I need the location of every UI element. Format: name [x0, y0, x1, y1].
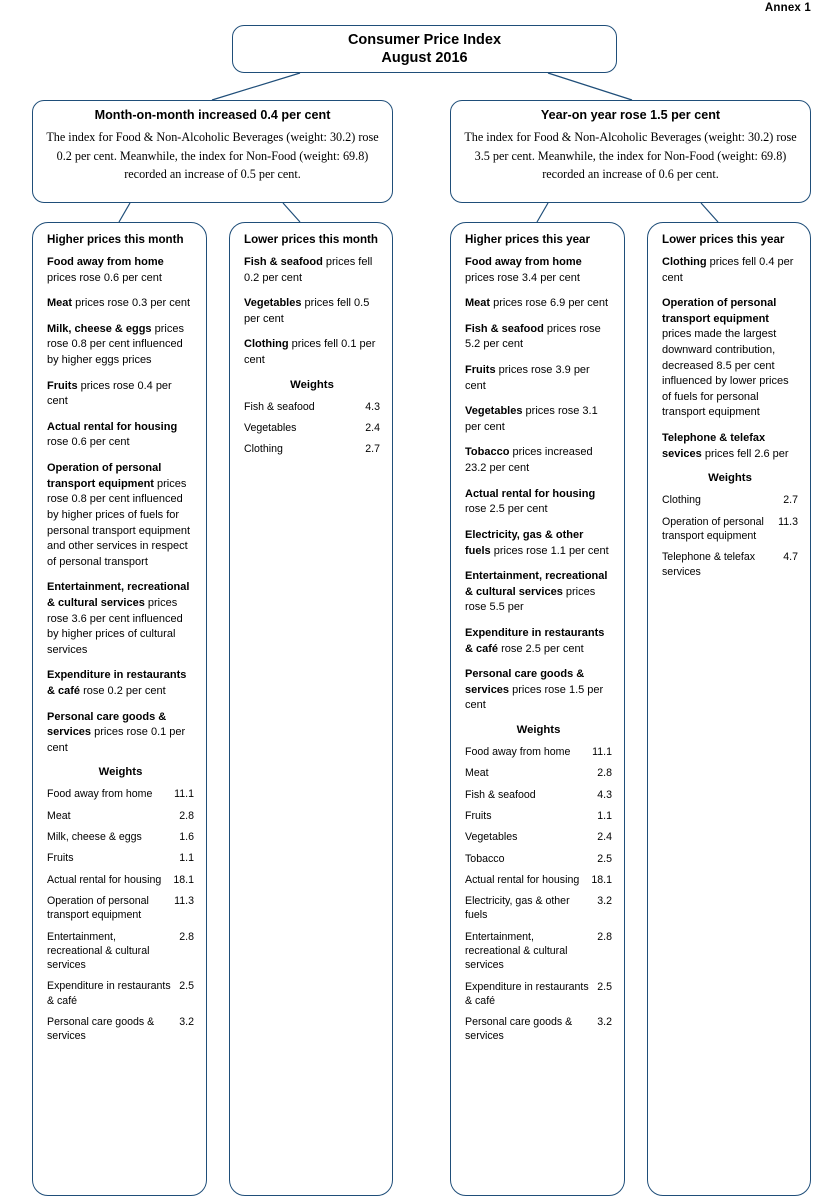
price-item [47, 379, 194, 410]
column-heading: Lower prices this month [244, 233, 378, 246]
weight-row [465, 894, 612, 923]
weight-value: 2.8 [179, 930, 194, 943]
weights-list [465, 745, 612, 1044]
weights-list [47, 787, 194, 1043]
weight-row [662, 515, 798, 544]
weight-label: Meat [47, 809, 71, 822]
column-lower-prices-this-month [229, 222, 393, 1196]
price-item [244, 255, 380, 286]
weight-value: 11.1 [174, 788, 194, 801]
weight-value: 2.7 [365, 443, 380, 456]
price-item-category: Entertainment, recreational & cultural services [465, 570, 608, 598]
price-item [465, 528, 612, 559]
price-item [662, 296, 798, 421]
weight-value: 2.7 [783, 494, 798, 507]
price-item-category: Food away from home [465, 256, 582, 268]
price-item-detail: prices increased 23.2 per cent [465, 446, 593, 475]
price-item [47, 710, 194, 757]
price-item-category: Actual rental for housing [465, 487, 596, 500]
price-item-category: Vegetables [244, 297, 302, 310]
weight-value: 18.1 [173, 873, 194, 886]
weight-label: Clothing [662, 494, 701, 507]
price-item [465, 445, 612, 476]
price-item-detail: prices fell 0.1 per cent [244, 338, 376, 367]
price-item-detail: prices rose 3.6 per cent influenced by higher prices of cultural services [47, 596, 183, 656]
price-item-detail: prices fell 2.6 per [701, 447, 789, 460]
column-items [244, 255, 380, 369]
price-item-category: Meat [47, 297, 73, 310]
price-item [465, 255, 612, 286]
weight-label: Fish & seafood [465, 788, 536, 801]
weight-label: Operation of personal transport equipment [662, 515, 764, 542]
page-title: Consumer Price Index [347, 31, 502, 48]
price-item-category: Operation of personal transport equipment [47, 462, 162, 490]
price-item-category: Telephone & telefax sevices [662, 432, 766, 460]
price-item-category: Milk, cheese & eggs [47, 322, 152, 335]
weight-label: Vegetables [465, 831, 518, 844]
price-item-detail: prices rose 3.1 per cent [465, 405, 598, 433]
weight-label: Vegetables [244, 421, 297, 434]
weight-row [465, 980, 612, 1009]
column-lower-prices-this-year [647, 222, 811, 1196]
price-item-detail: rose 2.5 per cent [498, 642, 584, 655]
weight-label: Personal care goods & services [465, 1016, 573, 1043]
price-item [47, 420, 194, 451]
weight-value: 3.2 [597, 1016, 612, 1029]
weight-row [465, 745, 612, 759]
price-item-detail: prices made the largest downward contribution, decreased 8.5 per cent influenced by lower prices of fuels for personal transport equipment [662, 328, 789, 419]
price-item [662, 255, 798, 286]
weight-value: 18.1 [591, 873, 612, 886]
weight-value: 2.4 [365, 421, 380, 434]
page-subtitle: August 2016 [381, 50, 468, 66]
weights-heading: Weights [516, 724, 561, 737]
price-item [47, 461, 194, 570]
price-item-category: Clothing [244, 338, 289, 351]
price-item-detail: rose 2.5 per cent [465, 503, 548, 516]
weight-row [47, 809, 194, 823]
weight-row [47, 873, 194, 887]
weight-label: Electricity, gas & other fuels [465, 895, 570, 922]
price-item-category: Food away from home [47, 256, 164, 268]
price-item-category: Operation of personal transport equipment [662, 297, 777, 325]
weight-label: Telephone & telefax services [662, 551, 756, 578]
weight-row [465, 788, 612, 802]
weight-row [47, 851, 194, 865]
price-item-category: Vegetables [465, 405, 523, 418]
weight-label: Entertainment, recreational & cultural services [47, 930, 150, 972]
weight-label: Actual rental for housing [465, 873, 580, 886]
weight-label: Entertainment, recreational & cultural services [465, 930, 568, 972]
branch-body: The index for Food & Non-Alcoholic Beverages (weight: 30.2) rose 0.2 per cent. Meanwhile, the index for Non-Food (weight: 69.8) recorded an increase of 0.5 per cent. [46, 130, 379, 182]
price-item-category: Actual rental for housing [47, 420, 178, 433]
column-heading: Lower prices this year [662, 233, 785, 246]
price-item [662, 431, 798, 462]
price-item [47, 668, 194, 699]
weight-row [465, 930, 612, 973]
weight-value: 2.5 [597, 852, 612, 865]
price-item [465, 296, 612, 312]
weight-value: 11.3 [778, 515, 798, 528]
price-item-category: Fruits [465, 364, 496, 377]
weight-label: Expenditure in restaurants & café [465, 980, 589, 1007]
weight-row [465, 852, 612, 866]
column-heading: Higher prices this month [47, 233, 184, 246]
weight-row [465, 1015, 612, 1044]
weight-value: 2.8 [597, 767, 612, 780]
column-items [662, 255, 798, 462]
price-item-detail: prices rose 0.8 per cent influenced by higher prices of fuels for personal transport equipment and other services in respect of personal transport [47, 477, 191, 568]
price-item [465, 569, 612, 616]
column-higher-prices-this-month [32, 222, 207, 1196]
column-heading: Higher prices this year [465, 233, 591, 246]
weight-label: Actual rental for housing [47, 873, 162, 886]
price-item-detail: rose 0.2 per cent [80, 685, 166, 698]
price-item [465, 363, 612, 394]
price-item [465, 667, 612, 714]
branch-year-on-year [450, 100, 811, 203]
weight-row [47, 979, 194, 1008]
weight-label: Expenditure in restaurants & café [47, 980, 171, 1007]
weights-list [662, 493, 798, 578]
price-item [244, 296, 380, 327]
price-item [465, 322, 612, 353]
price-item-detail: prices fell 0.5 per cent [244, 297, 370, 325]
weight-row [47, 1015, 194, 1044]
price-item [47, 322, 194, 369]
weight-value: 2.8 [597, 930, 612, 943]
column-higher-prices-this-year [450, 222, 625, 1196]
price-item-category: Fish & seafood [244, 256, 323, 268]
weight-label: Fruits [47, 852, 74, 865]
weight-label: Tobacco [465, 852, 505, 865]
branch-heading: Month-on-month increased 0.4 per cent [94, 108, 331, 122]
weight-label: Meat [465, 767, 489, 780]
price-item [47, 255, 194, 286]
weight-value: 2.5 [597, 980, 612, 993]
weight-row [47, 787, 194, 801]
price-item-detail: prices rose 0.1 per cent [47, 726, 186, 754]
price-item [465, 404, 612, 435]
price-item-detail: prices rose 5.5 per [465, 585, 596, 614]
weight-label: Food away from home [47, 788, 153, 801]
price-item-category: Personal care goods & services [47, 710, 167, 739]
price-item-detail: prices rose 1.5 per cent [465, 683, 604, 712]
price-item-detail: prices rose 1.1 per cent [490, 544, 609, 557]
price-item [465, 626, 612, 657]
weights-heading: Weights [98, 766, 143, 779]
price-item-category: Electricity, gas & other fuels [465, 528, 584, 557]
price-item-category: Tobacco [465, 446, 510, 459]
weight-row [47, 894, 194, 923]
weight-label: Food away from home [465, 746, 571, 759]
weight-value: 1.1 [179, 852, 194, 865]
price-item-detail: prices rose 6.9 per cent [490, 297, 609, 310]
weight-value: 4.7 [783, 551, 798, 564]
price-item-category: Fruits [47, 379, 78, 392]
weight-row [244, 442, 380, 456]
price-item-category: Expenditure in restaurants & café [465, 626, 605, 655]
price-item-detail: prices fell 0.4 per cent [662, 256, 794, 284]
weights-heading: Weights [708, 472, 752, 485]
report-title-box [232, 25, 617, 73]
weight-row [465, 766, 612, 780]
weight-row [465, 873, 612, 887]
weight-label: Fish & seafood [244, 400, 315, 413]
price-item-category: Meat [465, 297, 491, 310]
price-item-category: Personal care goods & services [465, 668, 585, 696]
weight-row [662, 493, 798, 507]
weight-row [465, 809, 612, 823]
weight-label: Clothing [244, 443, 283, 456]
price-item-detail: prices rose 0.6 per cent [47, 271, 162, 284]
weights-list [244, 400, 380, 457]
price-item-detail: prices rose 0.3 per cent [72, 297, 191, 310]
price-item-detail: prices rose 0.4 per cent [47, 379, 172, 408]
weight-value: 3.2 [597, 895, 612, 908]
weight-value: 11.3 [174, 894, 194, 907]
weight-value: 4.3 [365, 400, 380, 413]
weight-row [47, 830, 194, 844]
branch-body: The index for Food & Non-Alcoholic Beverages (weight: 30.2) rose 3.5 per cent. Meanwhile, the index for Non-Food (weight: 69.8) recorded an increase of 0.6 per cent. [464, 130, 797, 182]
price-item-detail: prices rose 3.9 per cent [465, 364, 590, 392]
column-items [47, 255, 194, 756]
price-item [465, 487, 612, 518]
price-item-category: Fish & seafood [465, 322, 544, 335]
weight-label: Personal care goods & services [47, 1016, 155, 1043]
weight-row [465, 830, 612, 844]
weight-value: 1.1 [597, 809, 612, 822]
column-items [465, 255, 612, 714]
weight-row [244, 421, 380, 435]
weight-row [244, 400, 380, 414]
weight-label: Milk, cheese & eggs [47, 831, 142, 844]
price-item [47, 580, 194, 658]
branch-heading: Year-on year rose 1.5 per cent [540, 108, 721, 122]
weight-value: 2.5 [179, 980, 194, 993]
price-item-detail: prices fell 0.2 per cent [244, 256, 373, 284]
branch-month-on-month [32, 100, 393, 203]
weight-value: 11.1 [592, 746, 612, 759]
price-item-category: Clothing [662, 256, 707, 268]
weight-value: 2.4 [597, 831, 612, 844]
annex-label: Annex 1 [764, 2, 811, 14]
price-item-category: Expenditure in restaurants & café [47, 669, 187, 698]
weight-label: Operation of personal transport equipment [47, 894, 149, 922]
weight-value: 2.8 [179, 809, 194, 822]
price-item-detail: prices rose 0.8 per cent influenced by higher eggs prices [47, 322, 184, 367]
weight-value: 3.2 [179, 1016, 194, 1029]
weight-value: 4.3 [597, 788, 612, 801]
weight-row [47, 930, 194, 973]
price-item [244, 337, 380, 368]
price-item-detail: prices rose 5.2 per cent [465, 322, 601, 351]
weights-heading: Weights [290, 378, 334, 391]
price-item-detail: prices rose 3.4 per cent [465, 271, 580, 284]
price-item [47, 296, 194, 312]
weight-label: Fruits [465, 809, 492, 822]
weight-row [662, 550, 798, 579]
price-item-detail: rose 0.6 per cent [47, 436, 130, 449]
price-item-category: Entertainment, recreational & cultural services [47, 581, 190, 609]
weight-value: 1.6 [179, 831, 194, 844]
